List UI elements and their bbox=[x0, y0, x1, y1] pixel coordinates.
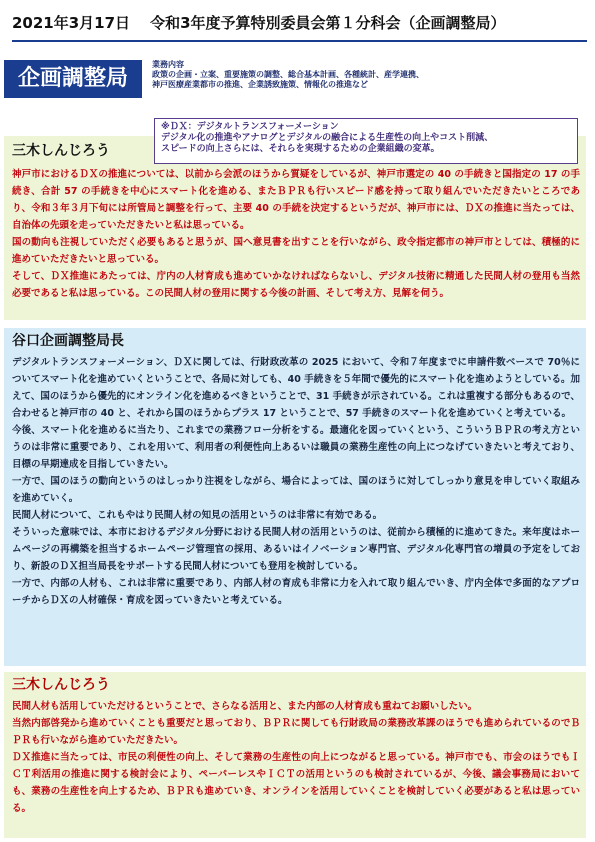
duties-title: 業務内容 bbox=[152, 60, 184, 69]
page-title bbox=[12, 6, 587, 42]
speech-paragraph: そういった意味では、本市におけるデジタル分野における民間人材の活用というのは、従前から積極的に進めてきた。来年度はホームページの再構築を担当するホームページ管理官の採用、あるいはイノベーション専門官、デジタル化専門官の増員の予定をしており、新設のＤＸ担当局長をサポートする民間人材についても登用を検討している。 bbox=[12, 527, 580, 572]
question-section-2 bbox=[4, 672, 586, 838]
speaker-name: 谷口企画調整局長 bbox=[12, 333, 124, 349]
speech-paragraph: 当然内部啓発から進めていくことも重要だと思っており、ＢＰＲに関しても行財政局の業務改革課のほうでも進められているのでＢＰＲも行いながら進めていただきたい。 bbox=[12, 718, 580, 746]
speech-paragraph: 神戸市におけるＤＸの推進については、以前から会派のほうから質疑をしているが、神戸市選定の 40 の手続きと国指定の 17 の手続き、合計 57 の手続きを中心にスマート化を進める、またＢＰＲも行いスピード感を持って取り組んでいただきたいところであり、令和３年３月下旬には所管局と調整を行って、主要 40 の手続を決定するというだが、神戸市には、ＤＸの推進に当たっては、自治体の先頭を走っていただきたいと私は思っている。 bbox=[12, 169, 580, 231]
meeting-date: 2021年3月17日 bbox=[12, 14, 131, 32]
speech-body bbox=[4, 698, 586, 817]
speech-paragraph: 一方で、国のほうの動向というのはしっかり注視をしながら、場合によっては、国のほうに対してしっかり意見を申していく取組みを進めていく。 bbox=[12, 476, 580, 504]
speech-paragraph: デジタルトランスフォーメーション、ＤＸに関しては、行財政改革の 2025 において、令和７年度までに申請件数ベースで 70％についてスマート化を進めていくということで、各局に対しても、40 手続きを５年間で優先的にスマート化を進めようとしている。加えて、国のほうから優先的にオンライン化を進めるべきということで、31 手続きが示されている。これは重複する部分もあるので、合わせると神戸市の 40 と、それから国のほうからプラス 17 ということで、57 手続きのスマート化を進めていくと考えている。 bbox=[12, 357, 580, 419]
department-duties bbox=[152, 60, 592, 90]
speech-paragraph: 民間人材も活用していただけるということで、さらなる活用と、また内部の人材育成も重ねてお願いしたい。 bbox=[12, 701, 478, 712]
note-line: デジタル化の推進やアナログとデジタルの融合による生産性の向上やコスト削減、 bbox=[161, 133, 494, 143]
duties-line: 神戸医療産業都市の推進、企業誘致施策、情報化の推進など bbox=[152, 80, 368, 89]
speech-body bbox=[4, 166, 586, 302]
speaker-name: 三木しんじろう bbox=[12, 143, 110, 159]
speaker-name: 三木しんじろう bbox=[12, 677, 110, 693]
speech-paragraph: そして、ＤＸ推進にあたっては、庁内の人材育成も進めていかなければならないし、デジタル技術に精通した民間人材の登用も当然必要であると私は思っている。この民間人材の登用に関する今後の計画、そして考え方、見解を伺う。 bbox=[12, 271, 580, 299]
speech-paragraph: ＤＸ推進に当たっては、市民の利便性の向上、そして業務の生産性の向上につながると思っている。神戸市でも、市会のほうでもＩＣＴ利活用の推進に関する検討会により、ペーパーレスやＩＣＴの活用というのも検討されているが、今後、議会事務局においても、業務の生産性を向上するため、ＢＰＲも進めていき、オンラインを活用していくことを検討していく必要があると私は思っている。 bbox=[12, 752, 580, 814]
answer-section bbox=[4, 328, 586, 666]
speech-body bbox=[4, 354, 586, 609]
department-name: 企画調整局 bbox=[4, 60, 142, 98]
speech-paragraph: 国の動向も注視していただく必要もあると思うが、国へ意見書を出すことを行いながら、政令指定都市の神戸市としては、積極的に進めていただきたいと思っている。 bbox=[12, 237, 580, 265]
speech-paragraph: 民間人材について、これもやはり民間人材の知見の活用というのは非常に有効である。 bbox=[12, 510, 383, 521]
duties-line: 政策の企画・立案、重要施策の調整、総合基本計画、各種統計、産学連携、 bbox=[152, 70, 424, 79]
note-line: スピードの向上さらには、それらを実現するための企業組織の変革。 bbox=[161, 144, 440, 154]
note-line: ※ＤＸ：デジタルトランスフォーメーション bbox=[161, 122, 339, 132]
meeting-name: 令和3年度予算特別委員会第１分科会（企画調整局） bbox=[150, 14, 506, 32]
speech-paragraph: 今後、スマート化を進めるに当たり、これまでの業務フロー分析をする。最適化を図っていくという、こういうＢＰＲの考え方というのは非常に重要であり、これを用いて、利用者の利便性向上あるいは職員の業務生産性の向上につなげていきたいと考えており、目標の早期達成を目指していきたい。 bbox=[12, 425, 580, 470]
dx-definition-note bbox=[154, 118, 578, 164]
speech-paragraph: 一方で、内部の人材も、これは非常に重要であり、内部人材の育成も非常に力を入れて取り組んでいき、庁内全体で多面的なアプローチからＤＸの人材確保・育成を図っていきたいと考えている。 bbox=[12, 578, 580, 606]
